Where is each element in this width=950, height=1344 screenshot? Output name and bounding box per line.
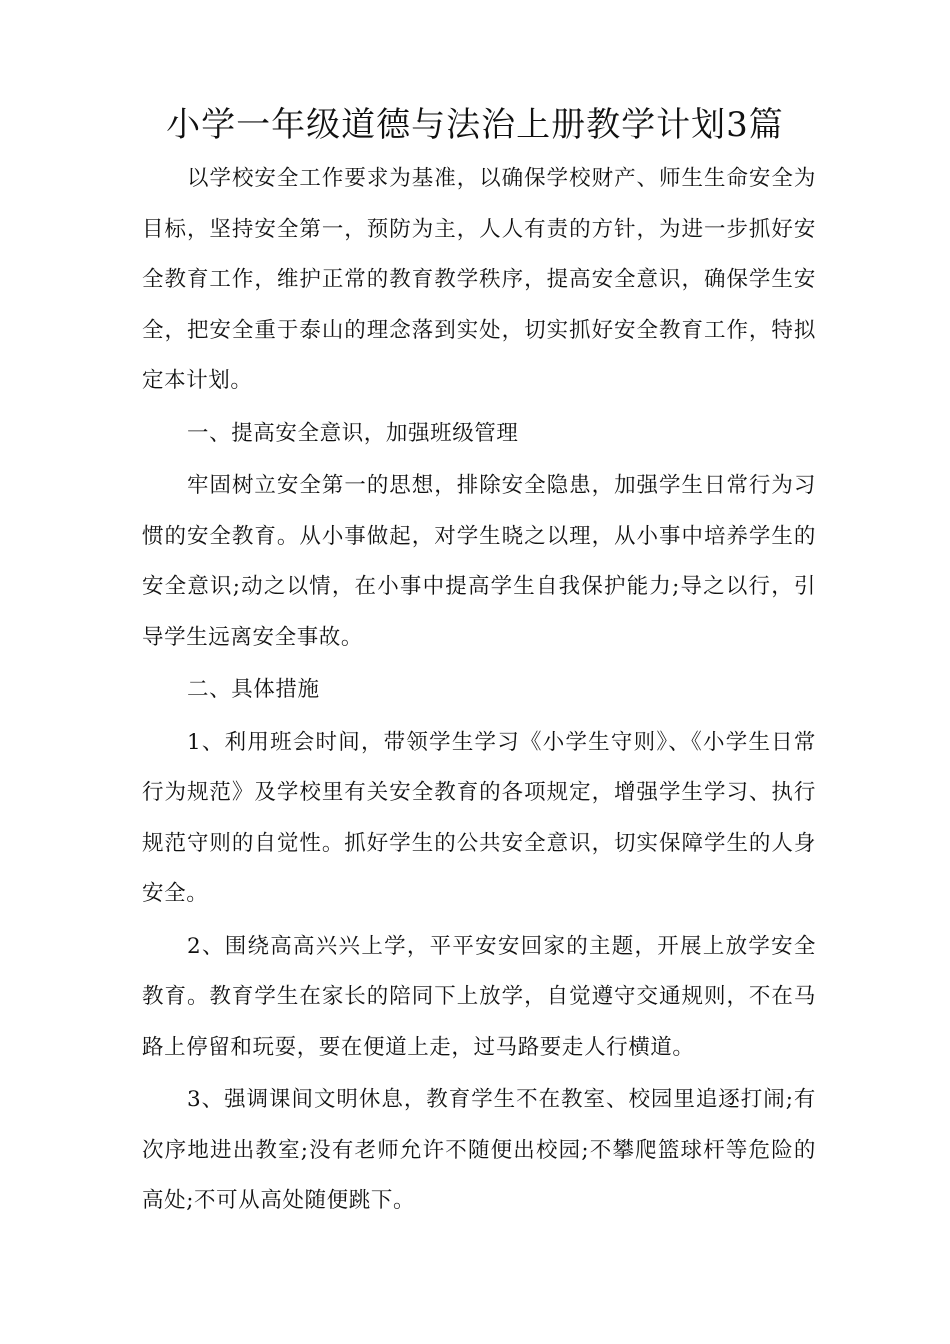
measure-3-paragraph: 3、强调课间文明休息，教育学生不在教室、校园里追逐打闹;有次序地进出教室;没有老师允许不随便出校园;不攀爬篮球杆等危险的高处;不可从高处随便跳下。 <box>142 1087 816 1213</box>
document-body <box>142 154 816 1229</box>
section-1-paragraph: 牢固树立安全第一的思想，排除安全隐患，加强学生日常行为习惯的安全教育。从小事做起，对学生晓之以理，从小事中培养学生的安全意识;动之以情，在小事中提高学生自我保护能力;导之以行，引导学生远离安全事故。 <box>142 473 816 650</box>
document-title: 小学一年级道德与法治上册教学计划3篇 <box>166 105 784 145</box>
intro-paragraph: 以学校安全工作要求为基准，以确保学校财产、师生生命安全为目标，坚持安全第一，预防为主，人人有责的方针，为进一步抓好安全教育工作，维护正常的教育教学秩序，提高安全意识，确保学生安全，把安全重于泰山的理念落到实处，切实抓好安全教育工作，特拟定本计划。 <box>142 166 816 393</box>
measure-1-paragraph: 1、利用班会时间，带领学生学习《小学生守则》、《小学生日常行为规范》及学校里有关安全教育的各项规定，增强学生学习、执行规范守则的自觉性。抓好学生的公共安全意识，切实保障学生的人身安全。 <box>142 729 816 906</box>
section-heading-2: 二、具体措施 <box>187 677 320 702</box>
measure-2-paragraph: 2、围绕高高兴兴上学，平平安安回家的主题，开展上放学安全教育。教育学生在家长的陪同下上放学，自觉遵守交通规则，不在马路上停留和玩耍，要在便道上走，过马路要走人行横道。 <box>142 933 816 1060</box>
section-heading-1: 一、提高安全意识，加强班级管理 <box>187 420 519 446</box>
